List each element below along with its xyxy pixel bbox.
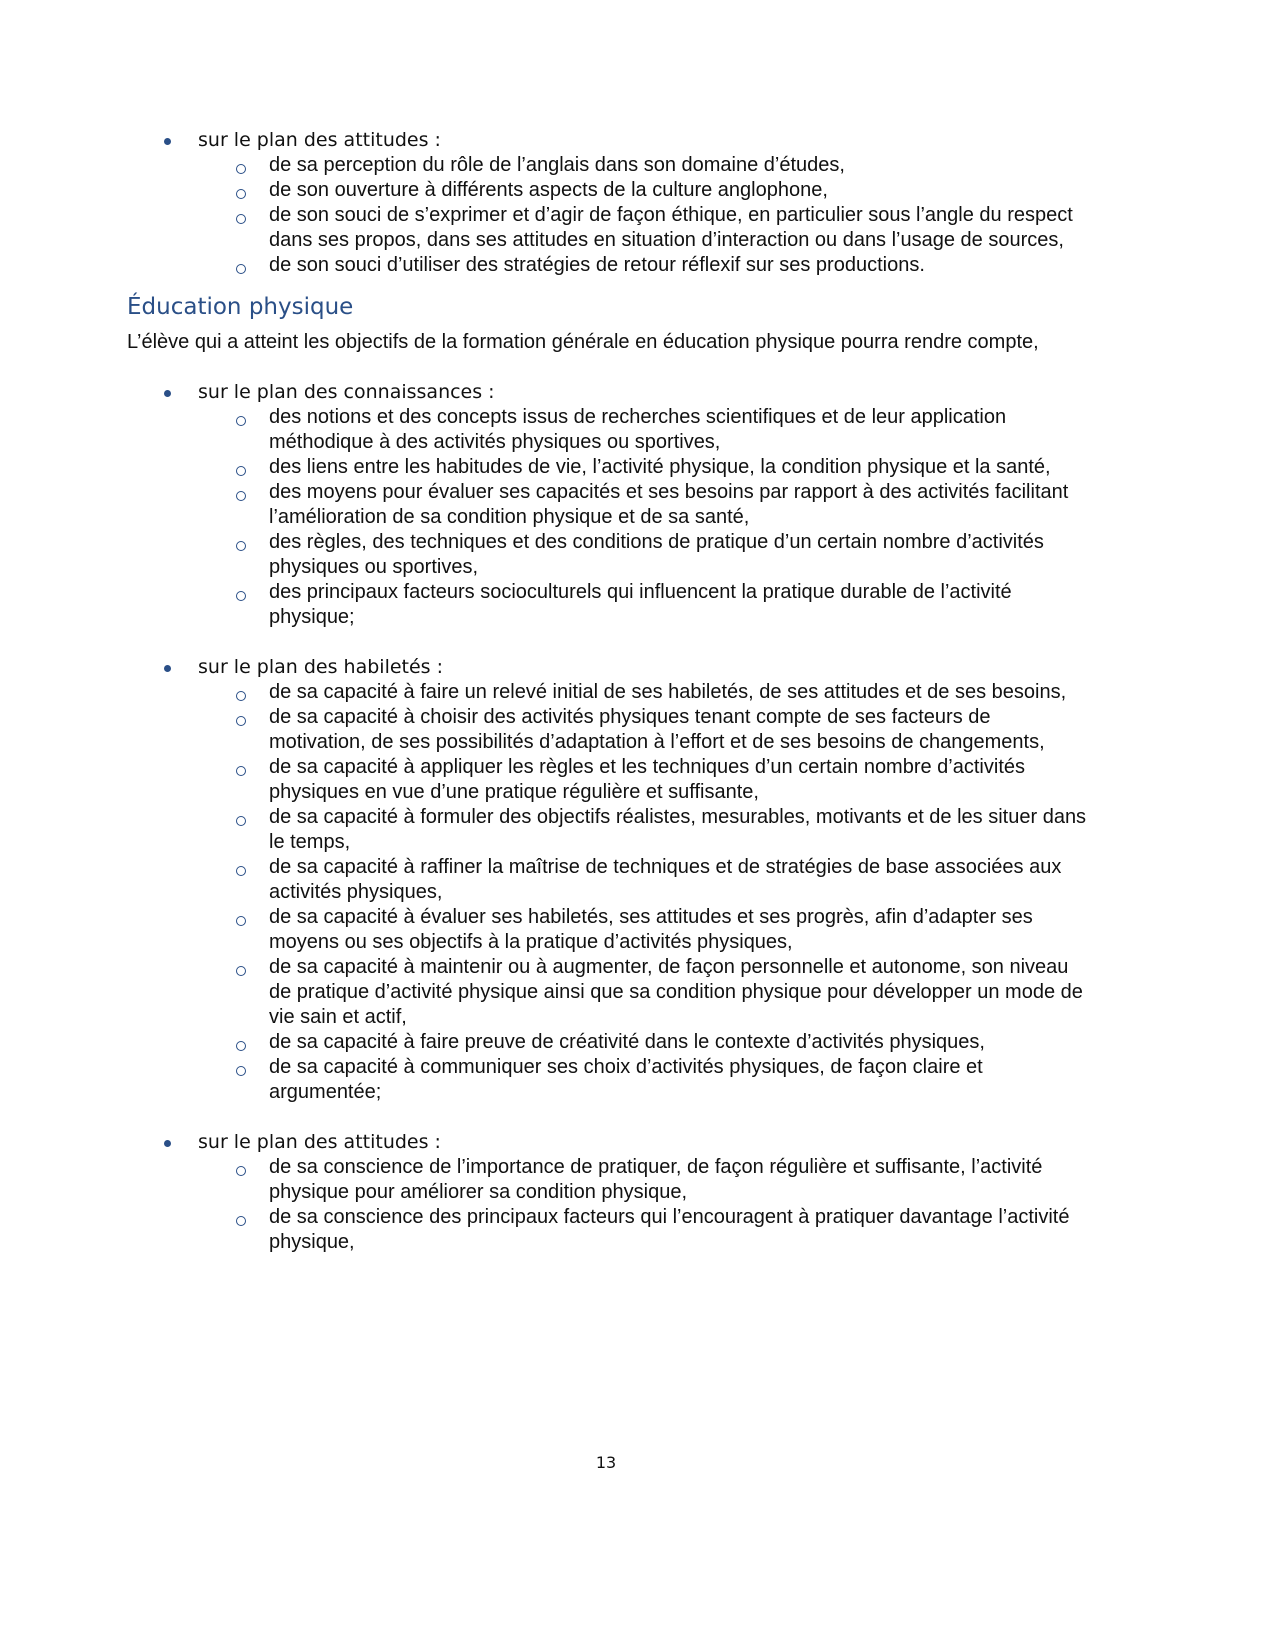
sub-list-item: des principaux facteurs socioculturels qui influencent la pratique durable de l’activité physique;	[269, 580, 1087, 630]
sub-list-item: des moyens pour évaluer ses capacités et ses besoins par rapport à des activités facilitant l’amélioration de sa condition physique et de sa santé,	[269, 480, 1087, 530]
sub-list-item: de sa capacité à communiquer ses choix d’activités physiques, de façon claire et argumentée;	[269, 1055, 1087, 1105]
sub-list-item: de son souci de s’exprimer et d’agir de façon éthique, en particulier sous l’angle du respect dans ses propos, dans ses attitudes en situation d’interaction ou dans l’usage de sources,	[269, 203, 1087, 253]
block1-list	[127, 128, 1087, 278]
sub-list	[198, 1155, 1087, 1255]
bullet-label: sur le plan des attitudes :	[198, 1131, 441, 1153]
bullet-label: sur le plan des connaissances :	[198, 381, 495, 403]
sub-list-item: de sa capacité à maintenir ou à augmenter, de façon personnelle et autonome, son niveau de pratique d’activité physique ainsi que sa condition physique pour développer un mode de vie sain et actif,	[269, 955, 1087, 1030]
intro-paragraph: L’élève qui a atteint les objectifs de la formation générale en éducation physique pourra rendre compte,	[127, 331, 1039, 353]
sub-list	[198, 405, 1087, 630]
sub-list-item: de sa capacité à faire un relevé initial de ses habiletés, de ses attitudes et de ses besoins,	[269, 680, 1087, 705]
sub-list-item: de sa capacité à choisir des activités physiques tenant compte de ses facteurs de motivation, de ses possibilités d’adaptation à l’effort et de ses besoins de changements,	[269, 705, 1087, 755]
sub-list-item: de sa capacité à formuler des objectifs réalistes, mesurables, motivants et de les situer dans le temps,	[269, 806, 1087, 853]
spacer	[198, 630, 1087, 655]
group-bullet	[198, 655, 1087, 1130]
sub-list-item: de sa capacité à évaluer ses habiletés, ses attitudes et ses progrès, afin d’adapter ses moyens ou ses objectifs à la pratique d’activités physiques,	[269, 905, 1087, 955]
groups-list	[127, 380, 1087, 1255]
sub-list-item: de sa perception du rôle de l’anglais dans son domaine d’études,	[269, 153, 1087, 178]
bullet-label: sur le plan des attitudes :	[198, 129, 441, 151]
bullet-label: sur le plan des habiletés :	[198, 656, 444, 678]
group-bullet	[198, 1130, 1087, 1255]
sub-list-item: de sa conscience de l’importance de pratiquer, de façon régulière et suffisante, l’activité physique pour améliorer sa condition physique,	[269, 1155, 1087, 1205]
sub-list	[198, 680, 1087, 1105]
spacer	[198, 1105, 1087, 1130]
sub-list-item: des notions et des concepts issus de recherches scientifiques et de leur application méthodique à des activités physiques ou sportives,	[269, 405, 1087, 455]
sub-list	[198, 153, 1087, 278]
block1-bullet	[198, 128, 1087, 278]
sub-list-item: des règles, des techniques et des conditions de pratique d’un certain nombre d’activités physiques ou sportives,	[269, 530, 1087, 580]
section-heading: Éducation physique	[127, 294, 354, 320]
page-content	[127, 128, 1087, 1255]
sub-list-item: de sa conscience des principaux facteurs qui l’encouragent à pratiquer davantage l’activité physique,	[269, 1205, 1087, 1255]
group-bullet	[198, 380, 1087, 655]
sub-list-item: de son souci d’utiliser des stratégies de retour réflexif sur ses productions.	[269, 253, 1087, 278]
sub-list-item: de son ouverture à différents aspects de la culture anglophone,	[269, 178, 1087, 203]
sub-list-item: de sa capacité à raffiner la maîtrise de techniques et de stratégies de base associées aux activités physiques,	[269, 855, 1087, 905]
sub-list-item: de sa capacité à faire preuve de créativité dans le contexte d’activités physiques,	[269, 1030, 1087, 1055]
page-number: 13	[595, 1453, 617, 1472]
sub-list-item: de sa capacité à appliquer les règles et les techniques d’un certain nombre d’activités physiques en vue d’une pratique régulière et suffisante,	[269, 755, 1087, 805]
sub-list-item: des liens entre les habitudes de vie, l’activité physique, la condition physique et la santé,	[269, 455, 1087, 480]
